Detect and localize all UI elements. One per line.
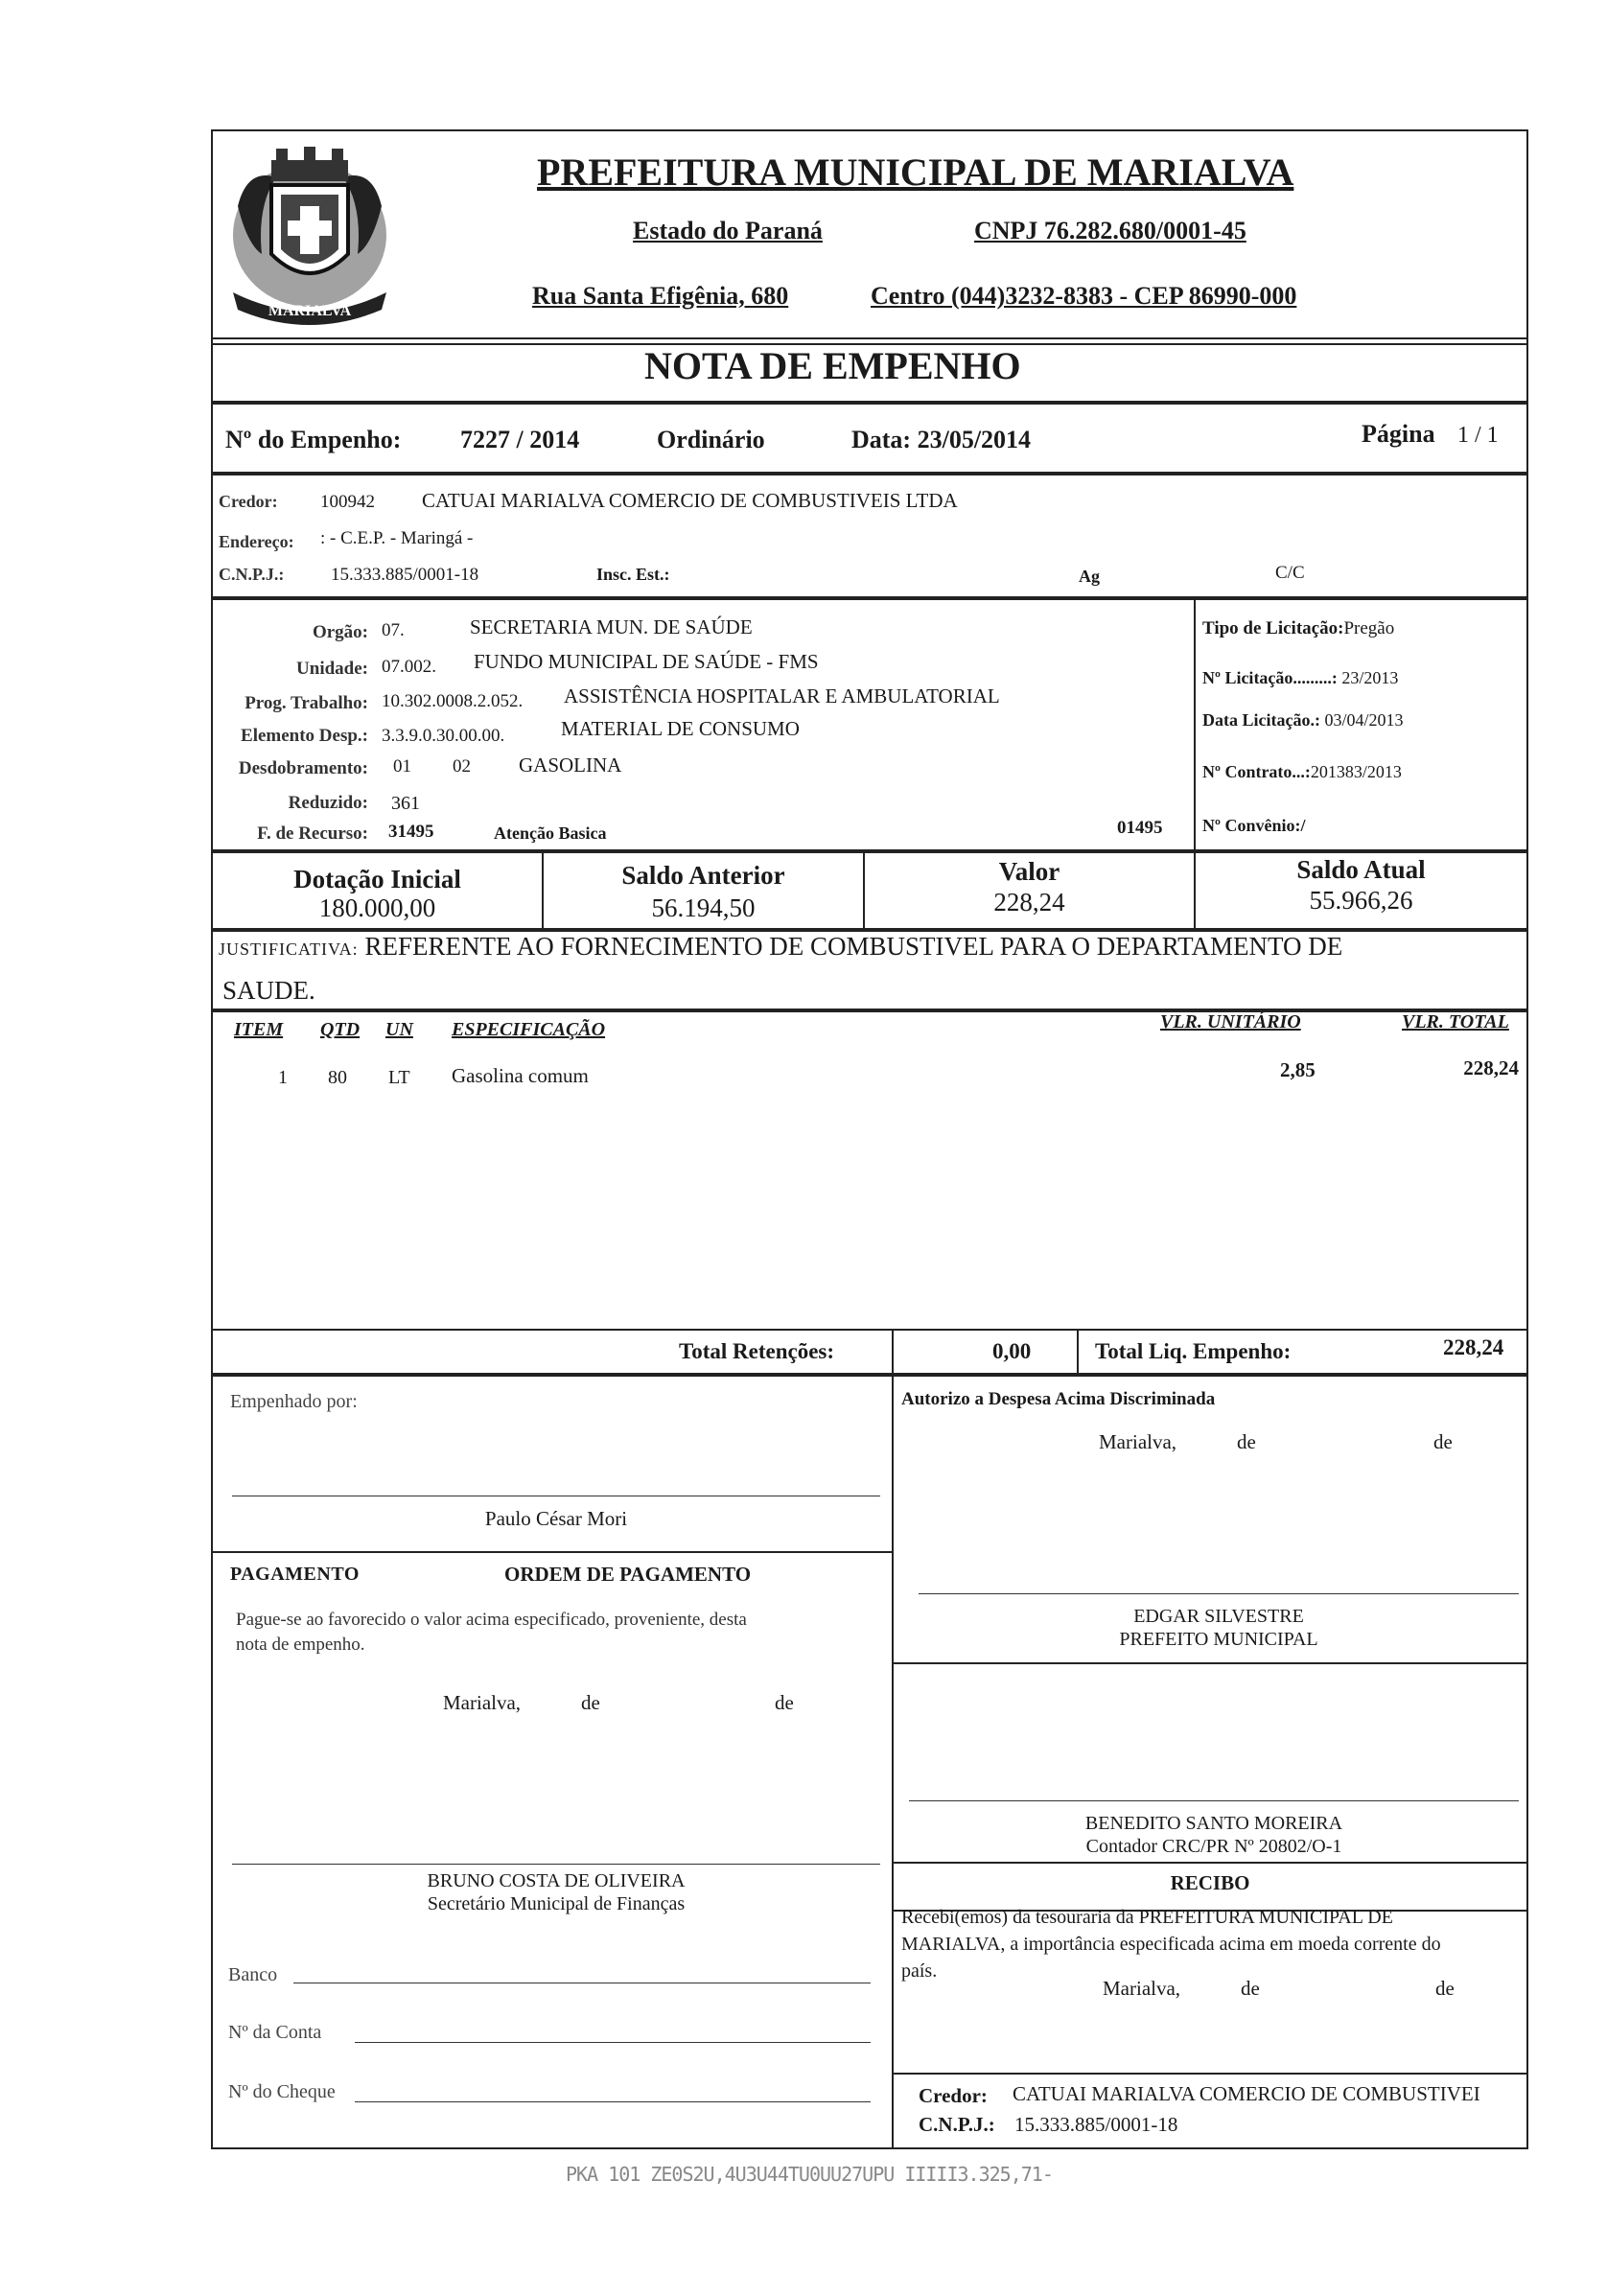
empenho-number-label: Nº do Empenho: (225, 426, 402, 453)
num-contrato (1202, 763, 1402, 780)
pagamento-label: PAGAMENTO (230, 1564, 360, 1585)
contador-title: Contador CRC/PR Nº 20802/O-1 (1085, 1836, 1342, 1857)
total-liq-value: 228,24 (1443, 1335, 1504, 1359)
local-date-de1-recibo: de (1241, 1977, 1260, 2000)
svg-text:MARIALVA: MARIALVA (268, 303, 352, 319)
col-header-un: UN (385, 1019, 413, 1040)
page-value: 1 / 1 (1457, 423, 1499, 448)
desdobramento-name: GASOLINA (519, 754, 622, 777)
ordem-pagamento-label: ORDEM DE PAGAMENTO (504, 1563, 752, 1586)
local-date-de2-left: de (775, 1691, 794, 1714)
state-name: Estado do Paraná (633, 217, 823, 244)
justificativa-text-2: SAUDE. (222, 976, 315, 1005)
empenho-number: 7227 / 2014 (460, 426, 580, 453)
unidade-name: FUNDO MUNICIPAL DE SAÚDE - FMS (474, 650, 819, 673)
totals-divider-2 (1077, 1329, 1079, 1377)
recibo-text-2: MARIALVA, a importância especificada acima em moeda corrente do (901, 1934, 1441, 1955)
autorizo-label: Autorizo a Despesa Acima Discriminada (901, 1389, 1216, 1409)
conta-line (355, 2042, 871, 2043)
prog-trabalho-label: Prog. Trabalho: (245, 693, 368, 713)
footer-right-divider-1 (892, 1662, 1528, 1664)
banco-label: Banco (228, 1964, 278, 1985)
elemento-desp-name: MATERIAL DE CONSUMO (561, 717, 800, 740)
local-date-city-right: Marialva, (1099, 1430, 1177, 1453)
fonte-recurso-code: 31495 (388, 822, 434, 842)
reduzido-value: 361 (391, 793, 420, 814)
endereco-label: Endereço: (219, 532, 294, 551)
elemento-desp-label: Elemento Desp.: (241, 726, 368, 746)
desdobramento-label: Desdobramento: (238, 758, 368, 778)
num-licitacao-label: Nº Licitação.........: (1202, 668, 1338, 687)
totals-divider-1 (892, 1329, 894, 1377)
recibo-text-1: Recebi(emos) da tesouraria da PREFEITURA MUNICIPAL DE (901, 1907, 1393, 1928)
local-date-de1-left: de (581, 1691, 600, 1714)
desdobramento-code2: 02 (453, 756, 471, 777)
agencia-label: Ag (1079, 567, 1100, 586)
data-licitacao-label: Data Licitação.: (1202, 710, 1320, 730)
contador-name: BENEDITO SANTO MOREIRA (1084, 1813, 1343, 1834)
prog-trabalho-code: 10.302.0008.2.052. (382, 691, 524, 711)
saldo-anterior-value: 56.194,50 (651, 893, 756, 922)
item-spec: Gasolina comum (452, 1064, 589, 1087)
reduzido-label: Reduzido: (288, 793, 368, 813)
item-total: 228,24 (1463, 1056, 1519, 1079)
item-number: 1 (278, 1067, 288, 1088)
footer-box (211, 1373, 1528, 2149)
municipality-cnpj: CNPJ 76.282.680/0001-45 (974, 217, 1246, 244)
local-date-de2-recibo: de (1435, 1977, 1455, 2000)
recibo-cnpj-value: 15.333.885/0001-18 (1014, 2113, 1178, 2136)
credor-code: 100942 (320, 492, 375, 512)
fonte-recurso-right-code: 01495 (1117, 818, 1163, 838)
unidade-code: 07.002. (382, 657, 436, 677)
local-date-de2-right: de (1433, 1430, 1453, 1453)
orgao-code: 07. (382, 620, 405, 640)
street-address: Rua Santa Efigênia, 680 (532, 282, 789, 310)
unidade-label: Unidade: (296, 659, 368, 679)
prefeito-title: PREFEITO MUNICIPAL (1119, 1629, 1318, 1650)
num-convenio-label: Nº Convênio:/ (1202, 816, 1306, 835)
signature-line-secretario (232, 1864, 880, 1865)
total-liq-label: Total Liq. Empenho: (1095, 1339, 1292, 1363)
recibo-label: RECIBO (1170, 1871, 1250, 1894)
cheque-label: Nº do Cheque (228, 2081, 336, 2102)
pague-text-2: nota de empenho. (236, 1635, 365, 1655)
cheque-line (355, 2101, 871, 2102)
col-header-item: ITEM (234, 1019, 284, 1040)
recibo-credor-value: CATUAI MARIALVA COMERCIO DE COMBUSTIVEI (1013, 2082, 1480, 2105)
page-label: Página (1362, 420, 1435, 448)
valor-label: Valor (998, 857, 1060, 886)
bottom-stamp: PKA 101 ZE0S2U,4U3U44TU0UU27UPU IIIII3.325,71- (566, 2163, 1053, 2186)
footer-right-divider-4 (892, 2073, 1528, 2075)
item-unit-price: 2,85 (1280, 1058, 1316, 1081)
item-qtd: 80 (328, 1067, 347, 1088)
signature-line-contador (909, 1800, 1519, 1801)
endereco-value: : - C.E.P. - Maringá - (320, 528, 474, 548)
municipality-title: PREFEITURA MUNICIPAL DE MARIALVA (537, 151, 1294, 194)
coat-of-arms-logo (219, 139, 401, 336)
total-retencoes-label: Total Retenções: (679, 1339, 835, 1363)
item-un: LT (388, 1067, 410, 1088)
credor-cnpj-value: 15.333.885/0001-18 (331, 565, 479, 585)
footer-divider (892, 1373, 894, 2149)
justificativa-label: JUSTIFICATIVA: (219, 939, 359, 959)
justificativa-text-1: REFERENTE AO FORNECIMENTO DE COMBUSTIVEL PARA O DEPARTAMENTO DE (364, 932, 1343, 961)
address-contact: Centro (044)3232-8383 - CEP 86990-000 (871, 282, 1297, 310)
prog-trabalho-name: ASSISTÊNCIA HOSPITALAR E AMBULATORIAL (564, 684, 1000, 707)
saldo-atual-label: Saldo Atual (1296, 855, 1426, 884)
tipo-licitacao-label (1202, 619, 1394, 638)
num-contrato-label: Nº Contrato...: (1202, 762, 1311, 781)
tipo-licitacao-label-text: Tipo de Licitação: (1202, 618, 1344, 638)
credor-label: Credor: (219, 492, 278, 511)
tipo-licitacao-value: Pregão (1343, 618, 1395, 638)
insc-est-label: Insc. Est.: (596, 565, 670, 584)
data-licitacao-value: 03/04/2013 (1324, 710, 1404, 730)
items-box (211, 1009, 1528, 1377)
local-date-city-recibo: Marialva, (1103, 1977, 1181, 2000)
col-header-especificacao: ESPECIFICAÇÃO (452, 1019, 606, 1040)
saldo-atual-value: 55.966,26 (1309, 886, 1413, 915)
orgao-label: Orgão: (312, 622, 368, 642)
num-licitacao (1202, 669, 1398, 686)
conta-label: Nº da Conta (228, 2022, 322, 2043)
conta-corrente-label: C/C (1275, 563, 1305, 583)
recibo-credor-label: Credor: (919, 2084, 988, 2107)
elemento-desp-code: 3.3.9.0.30.00.00. (382, 726, 505, 746)
local-date-city-left: Marialva, (443, 1691, 522, 1714)
prefeito-name: EDGAR SILVESTRE (1133, 1606, 1304, 1627)
empenhado-por-label: Empenhado por: (230, 1391, 358, 1412)
saldo-anterior-label: Saldo Anterior (621, 861, 785, 890)
orgao-name: SECRETARIA MUN. DE SAÚDE (470, 615, 753, 638)
col-header-vlr-unitario: VLR. UNITÁRIO (1160, 1011, 1301, 1032)
num-licitacao-value: 23/2013 (1341, 668, 1399, 687)
fonte-recurso-name: Atenção Basica (494, 823, 607, 843)
total-retencoes-value: 0,00 (992, 1339, 1032, 1363)
footer-right-divider-2 (892, 1862, 1528, 1864)
secretario-title: Secretário Municipal de Finanças (427, 1893, 686, 1914)
num-contrato-value: 201383/2013 (1310, 762, 1402, 781)
footer-left-divider-1 (211, 1551, 894, 1553)
signature-line-prefeito (919, 1593, 1519, 1594)
credor-cnpj-label: C.N.P.J.: (219, 565, 285, 584)
justificativa-line1 (219, 934, 1342, 960)
valor-value: 228,24 (993, 888, 1065, 916)
secretario-name: BRUNO COSTA DE OLIVEIRA (427, 1870, 686, 1891)
recibo-cnpj-label: C.N.P.J.: (919, 2113, 995, 2136)
totals-box (211, 1329, 1528, 1377)
local-date-de1-right: de (1237, 1430, 1256, 1453)
fonte-recurso-label: F. de Recurso: (257, 823, 368, 844)
empenho-date: Data: 23/05/2014 (851, 426, 1032, 453)
desdobramento-code1: 01 (393, 756, 411, 777)
data-licitacao (1202, 711, 1403, 729)
dotacao-divider (1194, 596, 1196, 853)
pague-text-1: Pague-se ao favorecido o valor acima especificado, proveniente, desta (236, 1610, 747, 1630)
col-header-qtd: QTD (320, 1019, 361, 1040)
dotacao-inicial-value: 180.000,00 (318, 893, 436, 922)
document-title: NOTA DE EMPENHO (644, 344, 1021, 387)
dotacao-inicial-label: Dotação Inicial (293, 865, 461, 893)
empenho-type: Ordinário (657, 426, 765, 453)
col-header-vlr-total: VLR. TOTAL (1402, 1011, 1509, 1032)
signer-paulo: Paulo César Mori (484, 1507, 628, 1530)
recibo-text-3: país. (901, 1960, 938, 1982)
credor-name: CATUAI MARIALVA COMERCIO DE COMBUSTIVEIS LTDA (422, 489, 958, 512)
